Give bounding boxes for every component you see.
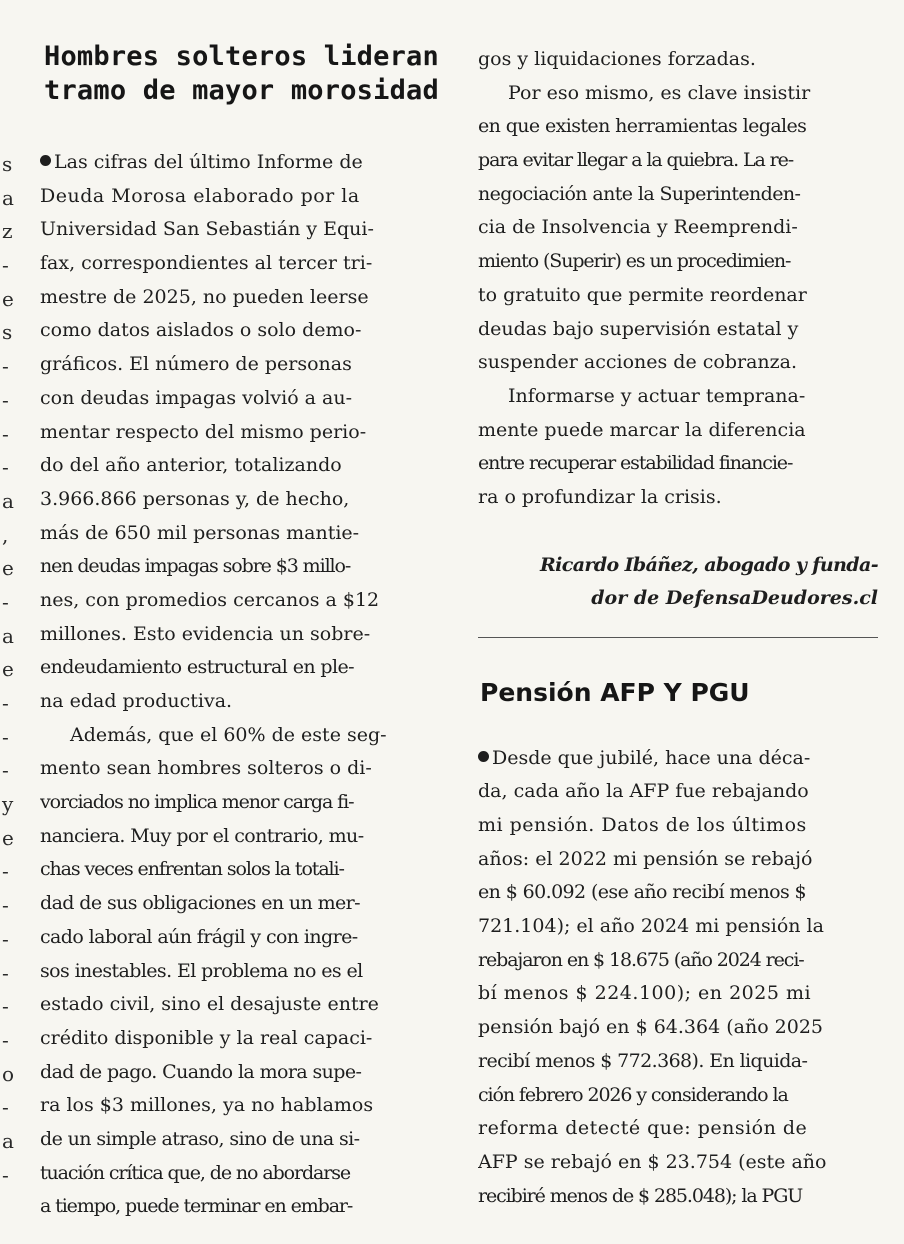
letter-title-pension: Pensión AFP Y PGU (480, 677, 750, 707)
text-line: AFP se rebajó en $ 23.754 (este año (478, 1150, 827, 1173)
text-line: Las cifras del último Informe de (40, 146, 440, 180)
text-line: reforma detecté que: pensión de (478, 1117, 808, 1140)
edge-fragment: - (2, 253, 9, 278)
text-line: más de 650 mil personas mantie- (40, 521, 360, 544)
letter-signature (478, 549, 878, 615)
text-line: a tiempo, puede terminar en embar- (40, 1195, 353, 1218)
text-line: bí menos $ 224.100); en 2025 mi (478, 982, 812, 1005)
text-line: ra los $3 millones, ya no hablamos (40, 1094, 374, 1117)
text-line: crédito disponible y la real capaci- (40, 1026, 373, 1049)
text-line: ción febrero 2026 y considerando la (478, 1083, 788, 1106)
text-line: to gratuito que permite reordenar (478, 283, 807, 306)
text-line: de un simple atraso, sino de una si- (40, 1127, 360, 1150)
text-line: rebajaron en $ 18.675 (año 2024 reci- (478, 948, 804, 971)
text-line: Informarse y actuar temprana- (508, 384, 806, 407)
text-line: recibiré menos de $ 285.048); la PGU (478, 1184, 803, 1207)
text-line: 721.104); el año 2024 mi pensión la (478, 915, 824, 938)
edge-fragment: z (2, 219, 13, 244)
text-line: na edad productiva. (40, 690, 233, 712)
text-line: en que existen herramientas legales (478, 115, 807, 138)
edge-fragment: - (2, 354, 9, 379)
edge-fragment: e (2, 825, 14, 850)
edge-fragment: - (2, 893, 9, 918)
text-line: nen deudas impagas sobre $3 millo- (40, 555, 351, 578)
letter-body-morosidad (40, 146, 440, 1224)
edge-fragment: - (2, 387, 9, 412)
edge-fragment: - (2, 926, 9, 951)
text-line: mentar respecto del mismo perio- (40, 420, 367, 443)
text-line: miento (Superir) es un procedimien- (478, 250, 791, 273)
text-line: sos inestables. El problema no es el (40, 959, 363, 982)
letter-body-pension (478, 742, 878, 1214)
edge-fragment: e (2, 286, 14, 311)
edge-fragment: - (2, 960, 9, 985)
text-line: estado civil, sino el desajuste entre (40, 993, 379, 1016)
edge-fragment: - (2, 1027, 9, 1052)
text-line: chas veces enfrentan solos la totali- (40, 858, 344, 881)
edge-fragment: - (2, 691, 9, 715)
edge-fragment: a (2, 623, 14, 648)
text-line: vorciados no implica menor carga fi- (40, 791, 354, 814)
edge-fragment: - (2, 421, 9, 446)
edge-fragment: e (2, 556, 14, 581)
text-line: como datos aislados o solo demo- (40, 319, 362, 342)
text-line: pensión bajó en $ 64.364 (año 2025 (478, 1016, 824, 1039)
text-line: deudas bajo supervisión estatal y (478, 317, 799, 340)
text-line: dad de sus obligaciones en un mer- (40, 892, 360, 915)
edge-fragment: y (2, 792, 14, 817)
text-line: fax, correspondientes al tercer tri- (40, 252, 373, 275)
edge-fragment: - (2, 859, 9, 884)
edge-fragment: a (2, 1128, 14, 1153)
edge-fragment: - (2, 1162, 9, 1187)
text-line: nes, con promedios cercanos a $12 (40, 588, 380, 611)
text-line: Desde que jubilé, hace una déca- (478, 742, 878, 776)
text-line: gos y liquidaciones forzadas. (478, 48, 756, 70)
text-line: 3.966.866 personas y, de hecho, (40, 487, 350, 510)
edge-fragment: a (2, 185, 14, 210)
edge-fragment: o (2, 1061, 15, 1086)
text-line: mento sean hombres solteros o di- (40, 757, 372, 780)
edge-fragment: , (2, 522, 9, 547)
text-line: dad de pago. Cuando la mora supe- (40, 1060, 362, 1083)
text-line: negociación ante la Superintenden- (478, 182, 801, 205)
text-line: gráficos. El número de personas (40, 353, 352, 376)
text-line: con deudas impagas volvió a au- (40, 386, 353, 409)
text-line: Universidad San Sebastián y Equi- (40, 218, 374, 241)
edge-fragment: - (2, 758, 9, 783)
text-line: cia de Insolvencia y Reemprendi- (478, 216, 798, 239)
text-line: entre recuperar estabilidad financie- (478, 452, 793, 475)
edge-fragment: - (2, 724, 9, 749)
headline-line: Hombres solteros lideran (44, 41, 439, 72)
edge-fragment: s (2, 152, 13, 176)
text-line: millones. Esto evidencia un sobre- (40, 622, 371, 645)
bullet-icon (478, 751, 489, 762)
letter-body-continuation (478, 43, 878, 515)
edge-fragment: - (2, 455, 9, 480)
edge-fragment: e (2, 657, 14, 682)
edge-fragment: - (2, 994, 9, 1019)
adjacent-column-fragments (2, 148, 14, 1192)
left-column (40, 40, 440, 1224)
text-line: en $ 60.092 (ese año recibí menos $ (478, 881, 807, 904)
edge-fragment: - (2, 589, 9, 614)
edge-fragment: s (2, 320, 13, 345)
section-divider (478, 637, 878, 638)
text-line: Además, que el 60% de este seg- (70, 723, 387, 746)
text-line: recibí menos $ 772.368). En liquida- (478, 1049, 808, 1072)
article-headline (44, 40, 440, 108)
signature-line: Ricardo Ibáñez, abogado y funda- (539, 553, 878, 576)
right-column (478, 40, 878, 1213)
text-line: cado laboral aún frágil y con ingre- (40, 925, 358, 948)
text-line: para evitar llegar a la quiebra. La re- (478, 149, 794, 172)
text-line: mi pensión. Datos de los últimos (478, 814, 807, 836)
signature-line: dor de DefensaDeudores.cl (591, 586, 878, 609)
text-line: mestre de 2025, no pueden leerse (40, 285, 369, 308)
text-line: ra o profundizar la crisis. (478, 485, 722, 508)
edge-fragment: a (2, 488, 14, 513)
text-line: Por eso mismo, es clave insistir (508, 81, 811, 104)
text-line: do del año anterior, totalizando (40, 454, 342, 477)
text-line: años: el 2022 mi pensión se rebajó (478, 847, 813, 870)
text-line: mente puede marcar la diferencia (478, 418, 806, 441)
headline-line: tramo de mayor morosidad (44, 75, 439, 106)
text-line: suspender acciones de cobranza. (478, 351, 798, 374)
edge-fragment: - (2, 1095, 9, 1120)
text-line: Deuda Morosa elaborado por la (40, 184, 360, 207)
text-line: tuación crítica que, de no abordarse (40, 1161, 351, 1184)
text-line: endeudamiento estructural en ple- (40, 656, 354, 679)
text-line: nanciera. Muy por el contrario, mu- (40, 824, 364, 847)
bullet-icon (40, 155, 51, 166)
text-line: da, cada año la AFP fue rebajando (478, 780, 809, 803)
